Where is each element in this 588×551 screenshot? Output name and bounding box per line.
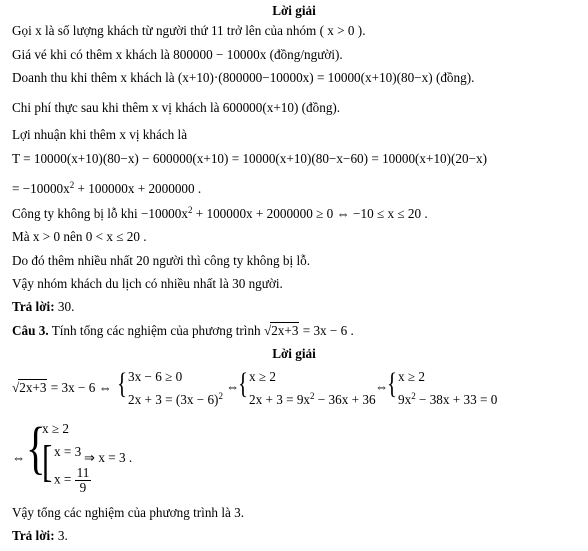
final-solution: ⇒ x = 3 . bbox=[84, 450, 133, 465]
answer-1-value: 30. bbox=[54, 299, 75, 314]
paragraph-profit-intro: Lợi nhuận khi thêm x vị khách là bbox=[12, 127, 188, 142]
system-brace-1: { bbox=[117, 367, 128, 400]
answer-2 bbox=[12, 528, 68, 544]
system-4-row-3: x = $\frac{11}{9}$ bbox=[54, 465, 90, 495]
system-3-row-2: $9x^2 - 38x + 33 = 0$ bbox=[398, 391, 498, 407]
system-2-row-1: x ≥ 2 bbox=[249, 369, 277, 384]
equivalence-symbol-2: ⇔ bbox=[375, 379, 389, 394]
paragraph-cost: Chi phí thực sau khi thêm x vị khách là 600000(x+10) (đồng). bbox=[12, 100, 341, 115]
paragraph-conclusion-1: Vậy nhóm khách du lịch có nhiều nhất là 30 người. bbox=[12, 276, 283, 291]
equation-profit-expanded: = $-10000x^2 + 100000x + 2000000$ . bbox=[12, 180, 202, 196]
equation-start: √2x+3 = 3x − 6 ⇔ bbox=[12, 380, 112, 395]
paragraph-max-added: Do đó thêm nhiều nhất 20 người thì công ty không bị lỗ. bbox=[12, 253, 310, 268]
system-4-row-2: x = 3 bbox=[54, 444, 82, 459]
question-3: Câu 3. Tính tổng các nghiệm của phương trình √2x+3 = 3x − 6 . bbox=[12, 323, 354, 338]
paragraph-revenue: Doanh thu khi thêm x khách là (x+10)·(800000−10000x) = 10000(x+10)(80−x) (đồng). bbox=[12, 70, 475, 85]
paragraph-range: Mà x > 0 nên 0 < x ≤ 20 . bbox=[12, 229, 147, 244]
solution-heading-2: Lời giải bbox=[272, 346, 316, 361]
system-3-row-1: x ≥ 2 bbox=[398, 369, 426, 384]
paragraph-conclusion-2: Vậy tổng các nghiệm của phương trình là 3. bbox=[12, 505, 245, 520]
answer-2-label: Trả lời: bbox=[12, 528, 55, 543]
paragraph-ticket-price: Giá vé khi có thêm x khách là 800000 − 10000x (đồng/người). bbox=[12, 47, 343, 62]
equivalence-symbol-1: ⇔ bbox=[226, 379, 240, 394]
equivalence-symbol-3: ⇔ bbox=[12, 450, 26, 465]
system-brace-4: { bbox=[26, 415, 46, 480]
solution-bracket: [ bbox=[42, 437, 53, 486]
solution-heading-1: Lời giải bbox=[272, 3, 316, 18]
answer-1-label: Trả lời: bbox=[12, 299, 55, 314]
paragraph-no-loss-condition: Công ty không bị lỗ khi $-10000x^2 + 100000x + 2000000 \ge 0$ ⇔ −10 ≤ x ≤ 20 . bbox=[12, 205, 428, 221]
question-3-label: Câu 3. bbox=[12, 323, 49, 338]
equation-profit: T = 10000(x+10)(80−x) − 600000(x+10) = 10000(x+10)(80−x−60) = 10000(x+10)(20−x) bbox=[12, 151, 488, 166]
system-brace-3: { bbox=[387, 367, 398, 400]
answer-2-value: 3. bbox=[54, 528, 68, 543]
system-1-row-2: $2x + 3 = (3x - 6)^2$ bbox=[128, 391, 223, 407]
question-3-radicand: 2x+3 bbox=[271, 323, 299, 338]
system-brace-2: { bbox=[238, 367, 249, 400]
system-4-row-1: x ≥ 2 bbox=[42, 421, 70, 436]
system-2-row-2: $2x + 3 = 9x^2 - 36x + 36$ bbox=[249, 391, 376, 407]
paragraph-variable-definition: Gọi x là số lượng khách từ người thứ 11 trở lên của nhóm ( x > 0 ). bbox=[12, 23, 366, 38]
system-1-row-1: 3x − 6 ≥ 0 bbox=[128, 369, 183, 384]
answer-1 bbox=[12, 299, 74, 315]
fraction-eleven-ninths: $\frac{11}{9}$ bbox=[76, 465, 90, 495]
